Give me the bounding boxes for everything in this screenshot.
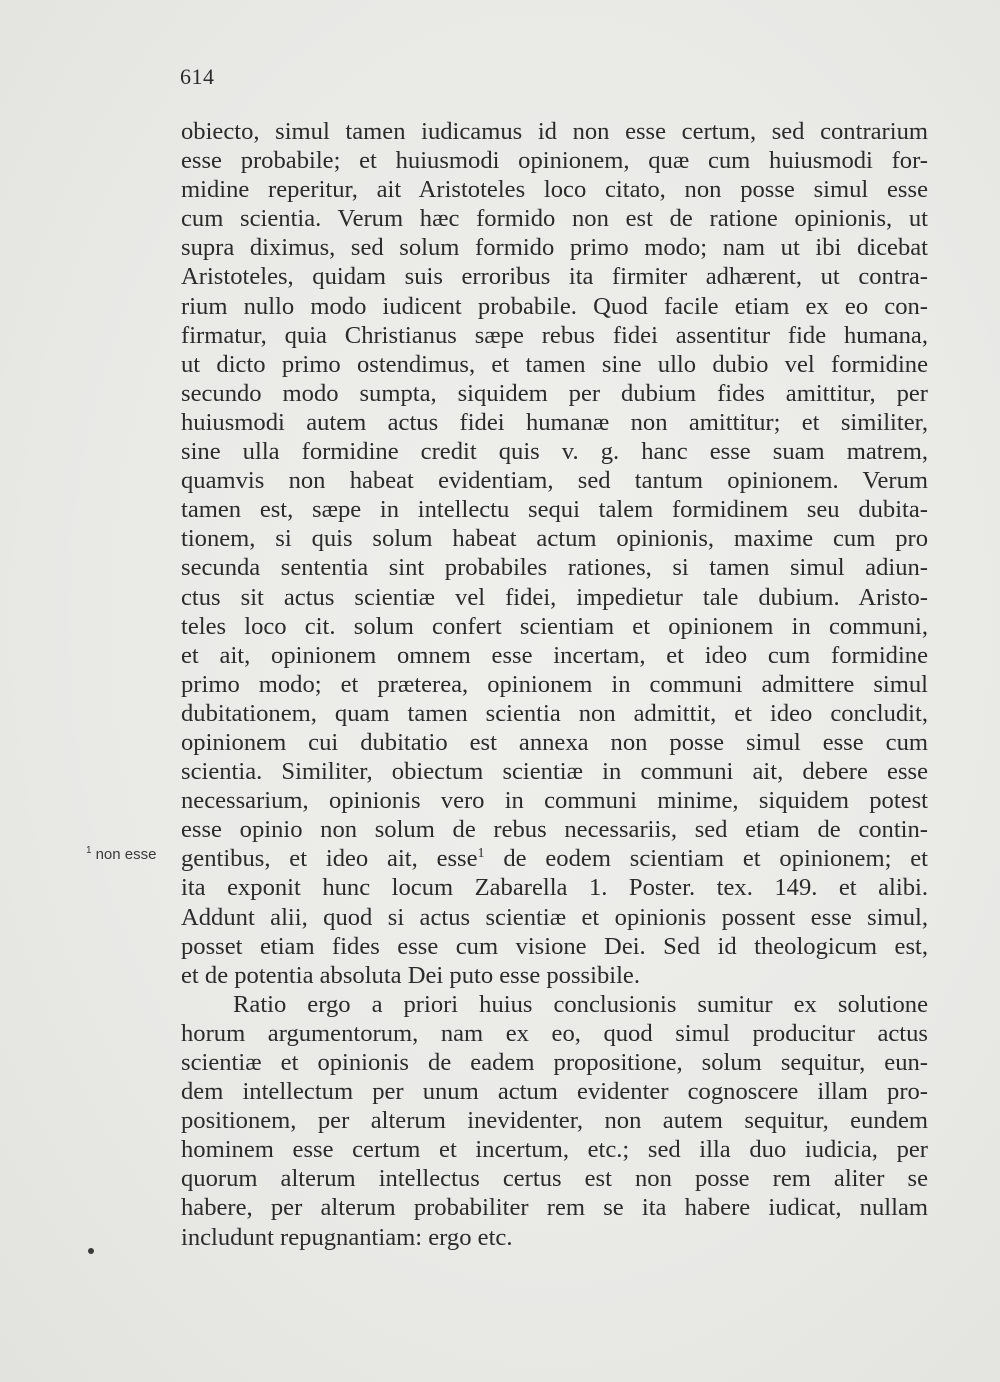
text-segment: gentibus, et ideo ait, esse [181, 845, 478, 873]
text-line: obiecto, simul tamen iudicamus id non esse certum, sed contrarium [181, 118, 928, 145]
text-line: teles loco cit. solum confert scientiam et opinionem in communi, [181, 612, 928, 640]
paragraph [181, 117, 928, 990]
text-line: dubitationem, quam tamen scientia non admittit, et ideo concludit, [181, 699, 928, 727]
text-segment: de eodem scientiam et opinionem; et [484, 845, 928, 873]
page-number: 614 [180, 64, 215, 89]
footnote-marker: 1 [86, 845, 92, 856]
text-line: horum argumentorum, nam ex eo, quod simul producitur actus [181, 1019, 928, 1047]
text-line: esse probabile; et huiusmodi opinionem, quæ cum huiusmodi for- [181, 147, 928, 175]
text-line: et ait, opinionem omnem esse incertam, et ideo cum formidine [181, 641, 928, 669]
text-line: midine reperitur, ait Aristoteles loco citato, non posse simul esse [181, 176, 928, 204]
footnote-text: non esse [95, 846, 157, 863]
text-line: opinionem cui dubitatio est annexa non posse simul esse cum [181, 728, 928, 756]
ink-dot-mark [88, 1248, 94, 1254]
text-line: quorum alterum intellectus certus est non posse rem aliter se [181, 1165, 928, 1193]
text-line: habere, per alterum probabiliter rem se ita habere iudicat, nullam [181, 1194, 928, 1222]
text-line: secunda sententia sint probabiles rationes, si tamen simul adiun- [181, 554, 928, 582]
text-line [181, 844, 928, 873]
text-line: primo modo; et præterea, opinionem in communi admittere simul [181, 670, 928, 698]
text-line: huiusmodi autem actus fidei humanæ non amittitur; et similiter, [181, 408, 928, 436]
text-line: supra diximus, sed solum formido primo modo; nam ut ibi dicebat [181, 234, 928, 262]
text-line: firmatur, quia Christianus sæpe rebus fidei assentitur fide humana, [181, 321, 928, 349]
margin-footnote [86, 845, 156, 863]
text-line: et de potentia absoluta Dei puto esse possibile. [181, 961, 640, 989]
text-line: Ratio ergo a priori huius conclusionis sumitur ex solutione [233, 990, 928, 1018]
text-line: ita exponit hunc locum Zabarella 1. Poster. tex. 149. et alibi. [181, 874, 928, 902]
text-line: tionem, si quis solum habeat actum opinionis, maxime cum pro [181, 525, 928, 553]
text-line: sine ulla formidine credit quis v. g. hanc esse suam matrem, [181, 438, 928, 466]
text-line: Aristoteles, quidam suis erroribus ita firmiter adhærent, ut contra- [181, 263, 928, 291]
text-line: scientia. Similiter, obiectum scientiæ in communi ait, debere esse [181, 758, 928, 786]
text-line: positionem, per alterum inevidenter, non autem sequitur, eundem [181, 1107, 928, 1135]
text-line: cum scientia. Verum hæc formido non est de ratione opinionis, ut [181, 205, 928, 233]
text-line: esse opinio non solum de rebus necessariis, sed etiam de contin- [181, 816, 928, 844]
text-line: Addunt alii, quod si actus scientiæ et opinionis possent esse simul, [181, 903, 928, 931]
text-line: necessarium, opinionis vero in communi minime, siquidem potest [181, 787, 928, 815]
text-line: scientiæ et opinionis de eadem propositione, solum sequitur, eun- [181, 1049, 928, 1076]
footnote-reference: 1 [477, 846, 485, 862]
text-line: secundo modo sumpta, siquidem per dubium fides amittitur, per [181, 379, 928, 407]
paragraph [181, 990, 928, 1252]
text-line: rium nullo modo iudicent probabile. Quod facile etiam ex eo con- [181, 292, 928, 320]
text-line: includunt repugnantiam: ergo etc. [181, 1223, 513, 1251]
text-line: tamen est, sæpe in intellectu sequi talem formidinem seu dubita- [181, 496, 928, 524]
text-line: dem intellectum per unum actum evidenter cognoscere illam pro- [181, 1078, 928, 1106]
text-line: quamvis non habeat evidentiam, sed tantum opinionem. Verum [181, 467, 928, 495]
text-line: ut dicto primo ostendimus, et tamen sine ullo dubio vel formidine [181, 350, 928, 378]
text-line: ctus sit actus scientiæ vel fidei, impedietur tale dubium. Aristo- [181, 583, 928, 611]
text-line: hominem esse certum et incertum, etc.; sed illa duo iudicia, per [181, 1136, 928, 1164]
body-text [181, 117, 928, 1252]
text-line: posset etiam fides esse cum visione Dei. Sed id theologicum est, [181, 932, 928, 960]
